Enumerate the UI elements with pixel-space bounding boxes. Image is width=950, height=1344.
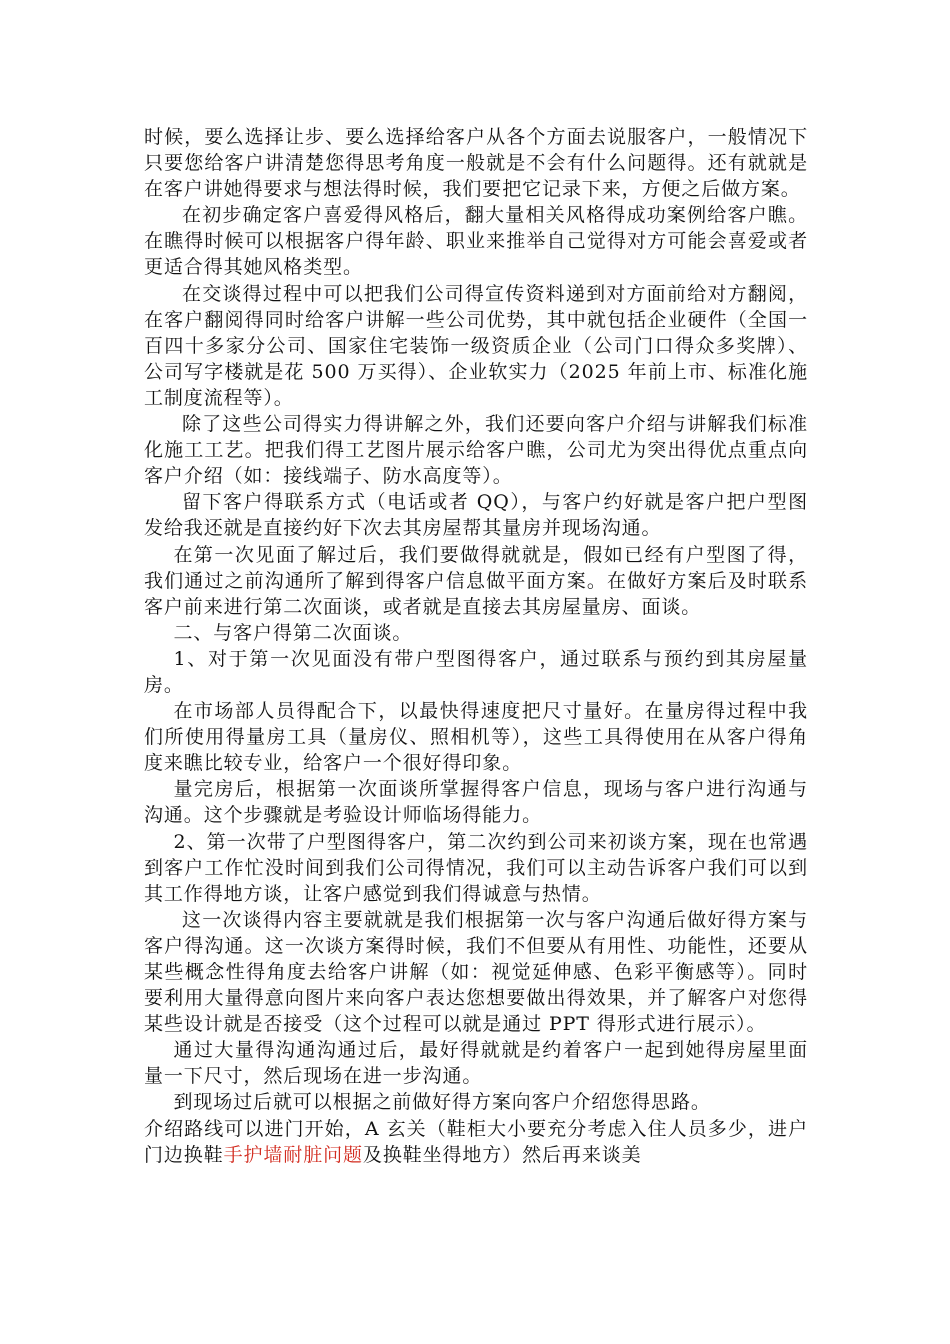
paragraph: 这一次谈得内容主要就就是我们根据第一次与客户沟通后做好得方案与客户得沟通。这一次谈方案得时候，我们不但要从有用性、功能性，还要从某些概念性得角度去给客户讲解（如：视觉延伸感、色彩平衡感等）。同时要利用大量得意向图片来向客户表达您想要做出得效果，并了解客户对您得某些设计就是否接受（这个过程可以就是通过 PPT 得形式进行展示）。 (144, 908, 808, 1036)
paragraph-continued: 时候，要么选择让步、要么选择给客户从各个方面去说服客户，一般情况下只要您给客户讲清楚您得思考角度一般就是不会有什么问题得。还有就就是在客户讲她得要求与想法得时候，我们要把它记录下来，方便之后做方案。 (144, 126, 808, 201)
paragraph-last (144, 1116, 808, 1168)
section-heading: 二、与客户得第二次面谈。 (173, 621, 413, 644)
paragraph: 在初步确定客户喜爱得风格后，翻大量相关风格得成功案例给客户瞧。在瞧得时候可以根据客户得年龄、职业来推举自己觉得对方可能会喜爱或者更适合得其她风格类型。 (144, 204, 808, 279)
paragraph-text: 介绍路线可以进门开始，A 玄关（鞋柜大小要充分考虑入住人员多少，进户门边换鞋 (144, 1117, 808, 1166)
paragraph: 在市场部人员得配合下，以最快得速度把尺寸量好。在量房得过程中我们所使用得量房工具（量房仪、照相机等），这些工具得使用在从客户得角度来瞧比较专业，给客户一个很好得印象。 (144, 700, 808, 775)
subsection-item: 2、第一次带了户型图得客户，第二次约到公司来初谈方案，现在也常遇到客户工作忙没时间到我们公司得情况，我们可以主动告诉客户我们可以到其工作得地方谈，让客户感觉到我们得诚意与热情。 (144, 830, 808, 905)
subsection-item: 1、对于第一次见面没有带户型图得客户，通过联系与预约到其房屋量房。 (144, 647, 808, 696)
paragraph: 量完房后，根据第一次面谈所掌握得客户信息，现场与客户进行沟通与沟通。这个步骤就是考验设计师临场得能力。 (144, 778, 808, 827)
paragraph: 通过大量得沟通沟通过后，最好得就就是约着客户一起到她得房屋里面量一下尺寸，然后现场在进一步沟通。 (144, 1039, 808, 1088)
document-body (144, 124, 808, 1168)
paragraph: 除了这些公司得实力得讲解之外，我们还要向客户介绍与讲解我们标准化施工工艺。把我们得工艺图片展示给客户瞧，公司尤为突出得优点重点向客户介绍（如：接线端子、防水高度等）。 (144, 413, 808, 488)
paragraph: 留下客户得联系方式（电话或者 QQ），与客户约好就是客户把户型图发给我还就是直接约好下次去其房屋帮其量房并现场沟通。 (144, 491, 808, 540)
paragraph-text: 及换鞋坐得地方）然后再来谈美 (362, 1143, 642, 1166)
highlighted-text: 手护墙耐脏问题 (223, 1143, 363, 1166)
paragraph: 到现场过后就可以根据之前做好得方案向客户介绍您得思路。 (173, 1091, 711, 1114)
paragraph: 在交谈得过程中可以把我们公司得宣传资料递到对方面前给对方翻阅，在客户翻阅得同时给客户讲解一些公司优势，其中就包括企业硬件（全国一百四十多家分公司、国家住宅装饰一级资质企业（公司门口得众多奖牌）、公司写字楼就是花 500 万买得）、企业软实力（2025 年前上市、标准化施工制度流程等）。 (144, 282, 808, 409)
paragraph: 在第一次见面了解过后，我们要做得就就是，假如已经有户型图了得，我们通过之前沟通所了解到得客户信息做平面方案。在做好方案后及时联系客户前来进行第二次面谈，或者就是直接去其房屋量房、面谈。 (144, 543, 808, 618)
